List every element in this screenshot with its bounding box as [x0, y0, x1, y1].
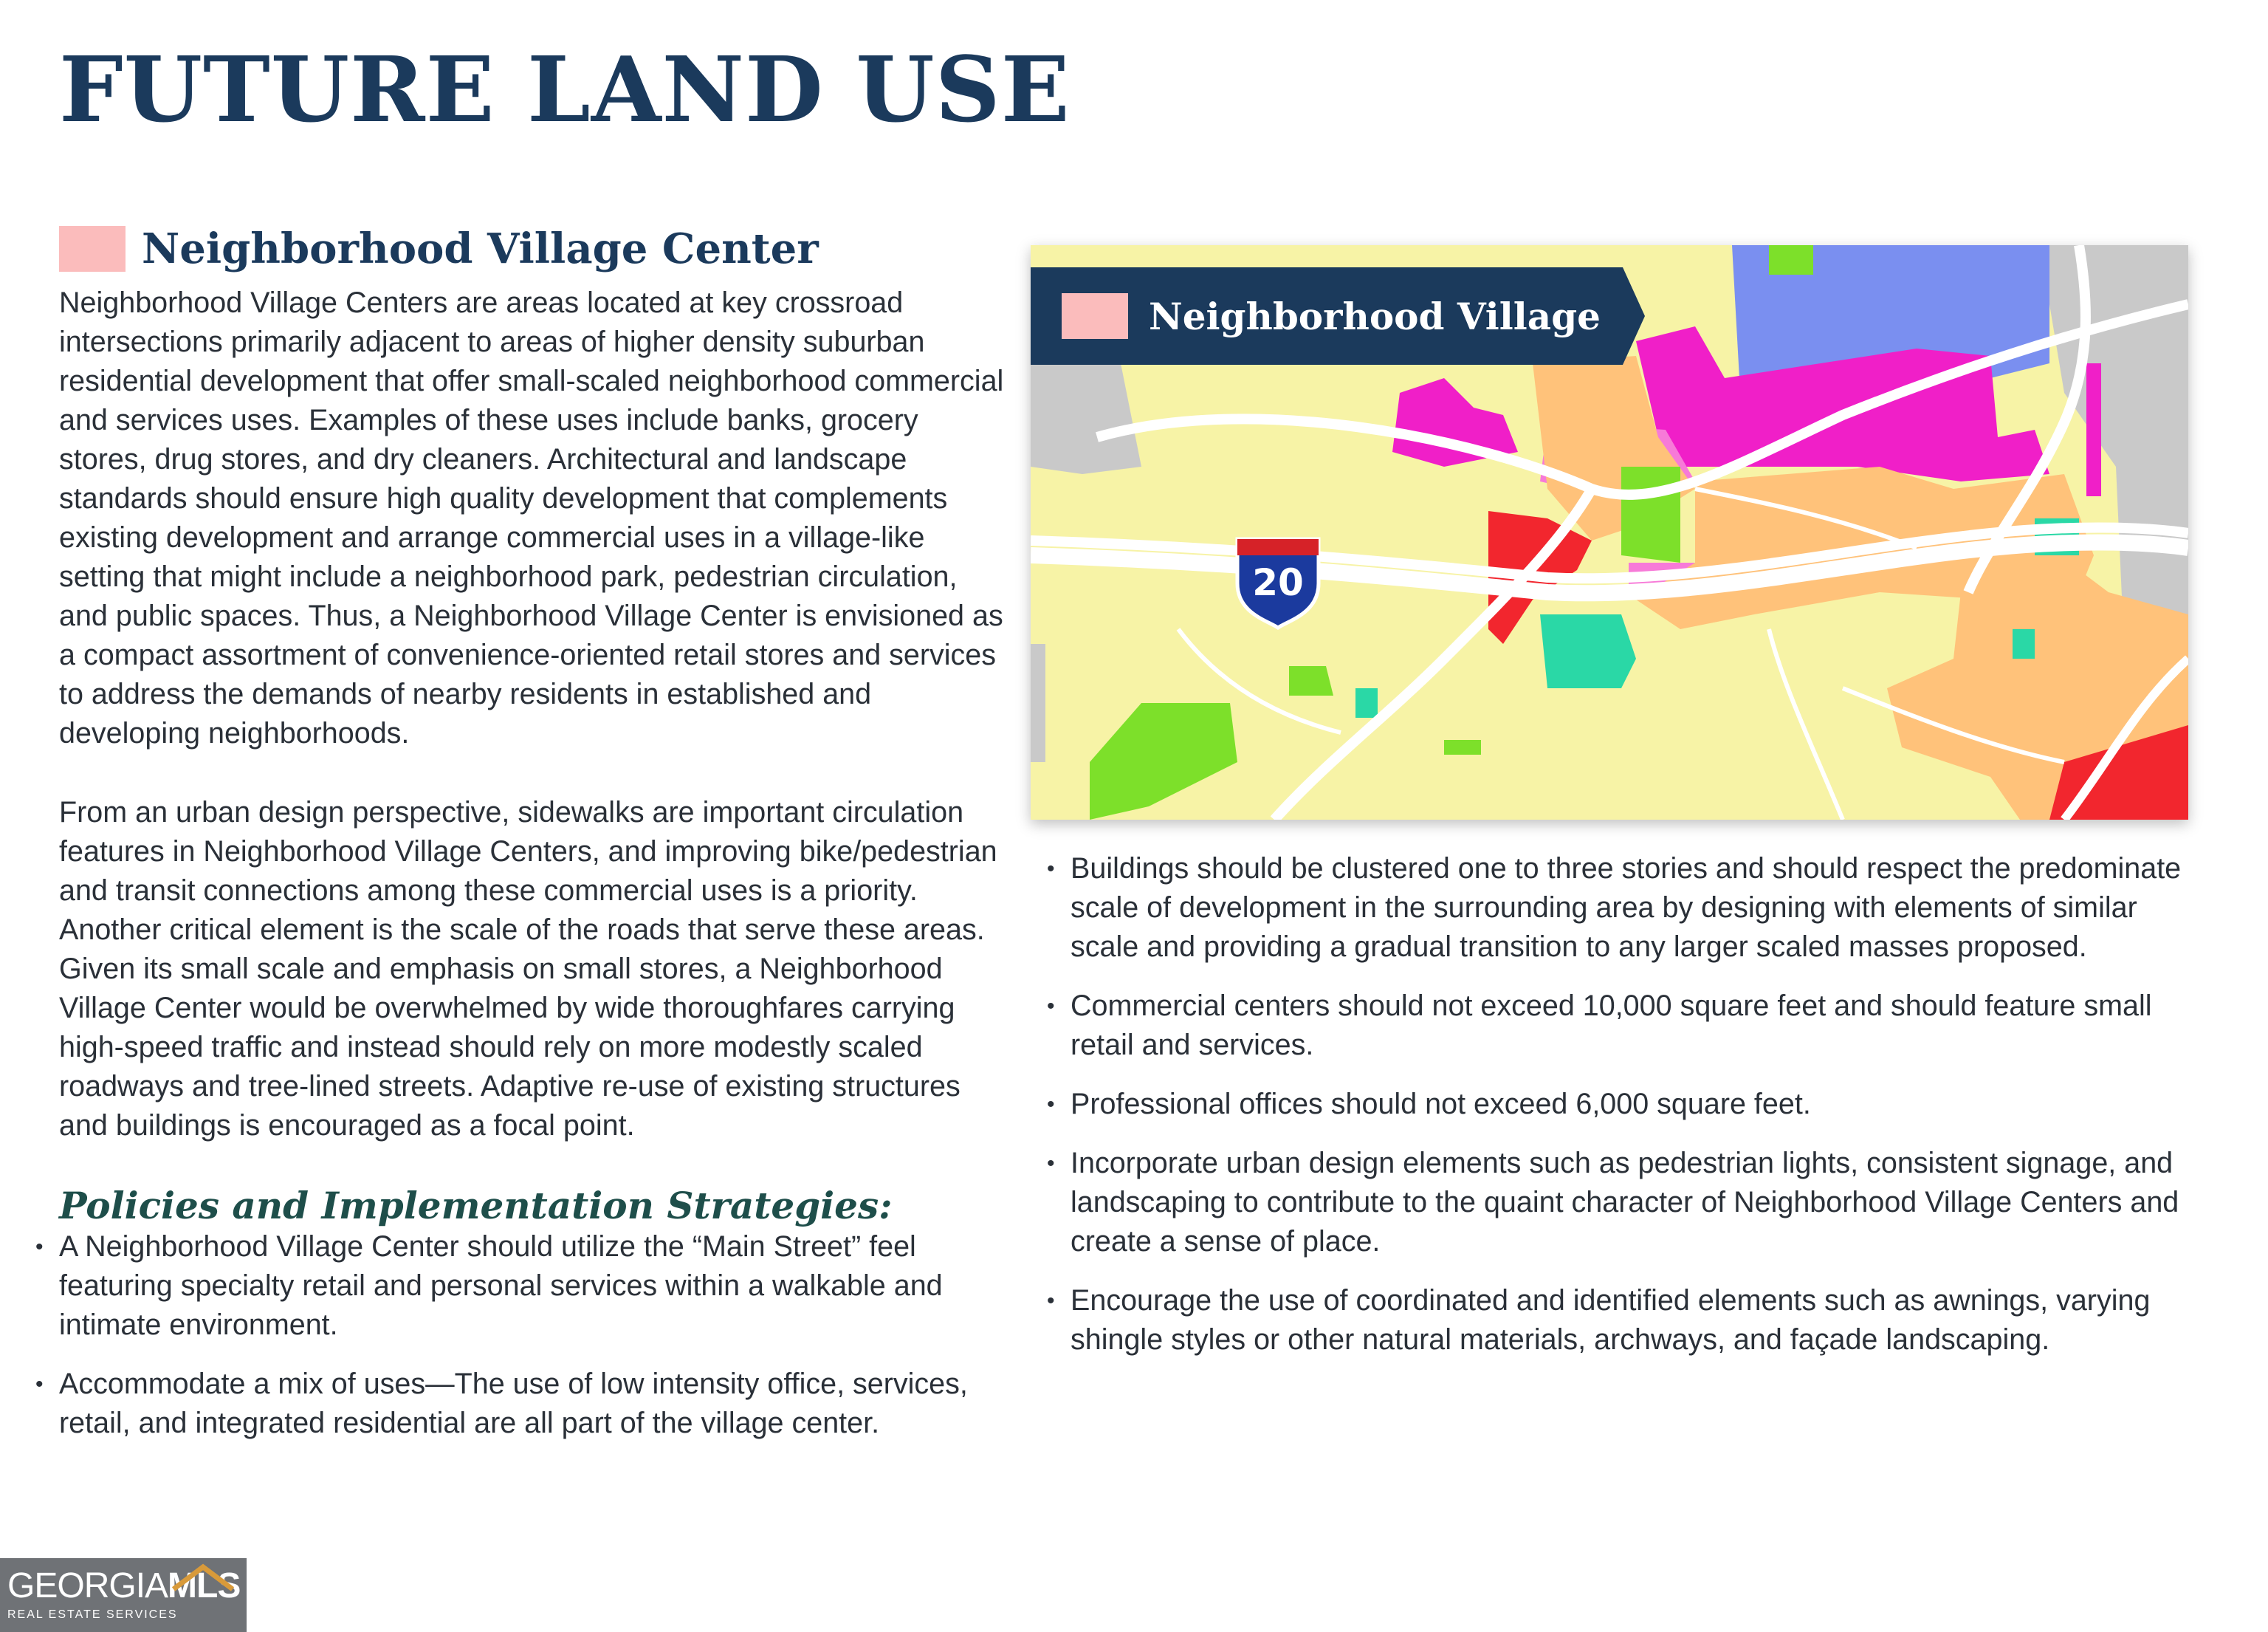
watermark-tagline: REAL ESTATE SERVICES [7, 1608, 178, 1621]
left-column [35, 224, 1011, 1463]
brand-left: GEORGIA [7, 1566, 168, 1605]
policies-heading: Policies and Implementation Strategies: [59, 1184, 893, 1227]
policies-list-right [1047, 849, 2193, 1379]
list-item-text: A Neighborhood Village Center should utilize the “Main Street” feel featuring specialty retail and personal services within a walkable and intimate environment. [59, 1230, 943, 1341]
list-item-text: Accommodate a mix of uses—The use of low intensity office, services, retail, and integrated residential are all part of the village center. [59, 1368, 968, 1439]
interstate-number: 20 [1252, 561, 1304, 604]
map-legend-label [1031, 267, 1645, 365]
list-item-text: Incorporate urban design elements such as pedestrian lights, consistent signage, and landscaping to contribute to the quaint character of Neighborhood Village Centers and create a sense of place. [1071, 1147, 2179, 1258]
map-label-text: Neighborhood Village [1149, 294, 1601, 338]
list-item-text: Buildings should be clustered one to three stories and should respect the predominate scale of development in the surrounding area by designing with elements of similar scale and providing a gradual transition to any larger scaled masses proposed. [1071, 852, 2182, 963]
label-arrow [1623, 267, 1645, 365]
policies-list-left [35, 1227, 1011, 1443]
bullet-icon: • [1047, 1092, 1055, 1117]
list-item [35, 1365, 1011, 1443]
list-item [1047, 849, 2193, 967]
urban-design-paragraph: From an urban design perspective, sidewalks are important circulation features in Neighborhood Village Centers, and improving bike/pedestrian and transit connections among these commercial uses is a priority. Another critical element is the scale of the roads that serve these areas. Given its small scale and emphasis on small stores, a Neighborhood Village Center would be overwhelmed by wide thoroughfares carrying high-speed traffic and instead should rely on more modestly scaled roadways and tree-lined streets. Adaptive re-use of existing structures and buildings is encouraged as a focal point. [59, 796, 997, 1142]
roof-icon [170, 1563, 236, 1592]
page-title: FUTURE LAND USE [59, 36, 1071, 143]
bullet-icon: • [1047, 1289, 1055, 1313]
legend-swatch [1062, 293, 1128, 339]
bullet-icon: • [35, 1235, 44, 1259]
land-use-swatch [59, 226, 126, 272]
list-item-text: Encourage the use of coordinated and identified elements such as awnings, varying shingle styles or other natural materials, archways, and façade landscaping. [1071, 1284, 2151, 1356]
list-item-text: Commercial centers should not exceed 10,000 square feet and should feature small retail and services. [1071, 990, 2152, 1061]
list-item [35, 1227, 1011, 1345]
georgia-mls-watermark [0, 1558, 247, 1632]
section-header [59, 224, 1011, 273]
list-item [1047, 1281, 2193, 1360]
land-use-map [1031, 245, 2188, 820]
list-item [1047, 987, 2193, 1065]
bullet-icon: • [1047, 1151, 1055, 1176]
description-paragraph: Neighborhood Village Centers are areas located at key crossroad intersections primarily adjacent to areas of higher density suburban residential development that offer small-scaled neighborhood commercial and services uses. Examples of these uses include banks, grocery stores, drug stores, and dry cleaners. Architectural and landscape standards should ensure high quality development that complements existing development and arrange commercial uses in a village-like setting that might include a neighborhood park, pedestrian circulation, and public spaces. Thus, a Neighborhood Village Center is envisioned as a compact assortment of convenience-oriented retail stores and services to address the demands of nearby residents in established and developing neighborhoods. [59, 287, 1004, 750]
list-item [1047, 1085, 2193, 1124]
list-item-text: Professional offices should not exceed 6,000 square feet. [1071, 1088, 1811, 1120]
section-title: Neighborhood Village Center [142, 224, 819, 273]
bullet-icon: • [1047, 994, 1055, 1018]
bullet-icon: • [35, 1372, 44, 1396]
list-item [1047, 1144, 2193, 1261]
bullet-icon: • [1047, 857, 1055, 881]
brand-right: MLS [168, 1566, 241, 1605]
